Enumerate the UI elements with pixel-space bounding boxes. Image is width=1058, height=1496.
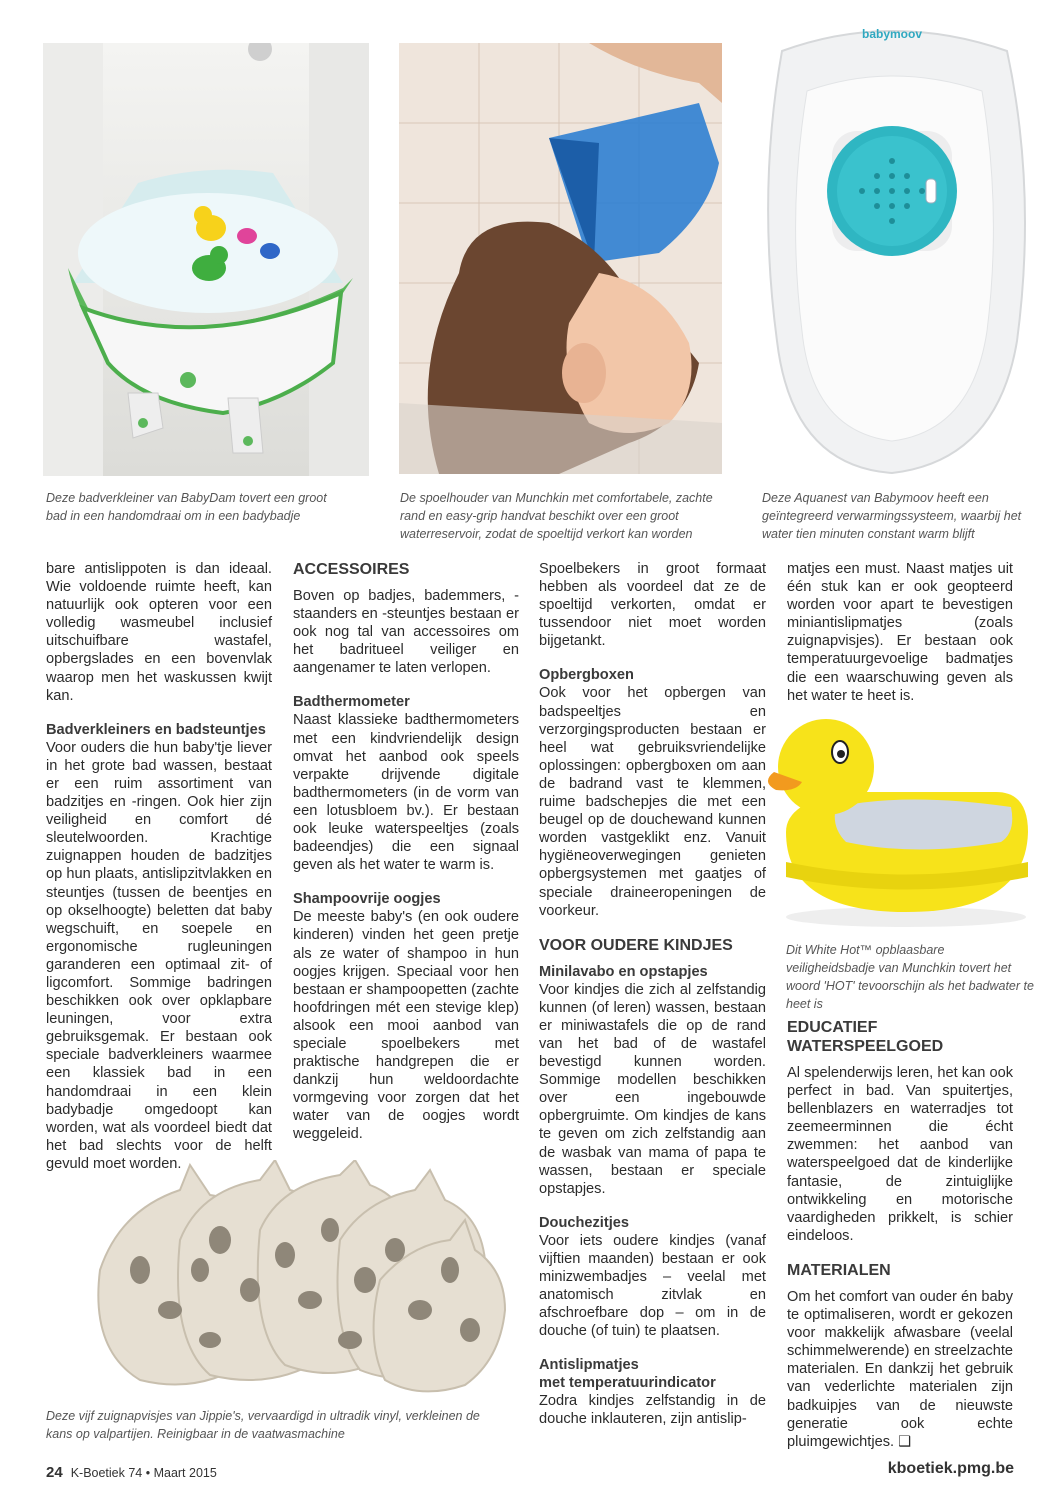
caption-jippies: Deze vijf zuignapvisjes van Jippie's, vervaardigd in ultradik vinyl, verkleinen de kans op valpartijen. Reinigbaar in de vaatwasmachine bbox=[46, 1409, 480, 1441]
duck-tub-photo bbox=[766, 712, 1042, 934]
caption-babydam: Deze badverkleiner van BabyDam tovert een groot bad in een handomdraai om in een badybadje bbox=[46, 491, 327, 523]
babymoov-logo: babymoov bbox=[861, 27, 923, 41]
column-1 bbox=[46, 560, 272, 1173]
footer-issue bbox=[46, 1464, 217, 1481]
issue-info: K-Boetiek 74 • Maart 2015 bbox=[70, 1466, 217, 1480]
col4-paragraph: matjes een must. Naast matjes uit één stuk kan er ook geopteerd worden voor apart te bevestigen miniantislipmatjes (zoals zuignapvisjes). Er bestaan ook temperatuurgevoelige badmatjes die een waarschuwing geven als het water te heet is. bbox=[787, 561, 1013, 704]
munchkin-rinser-photo bbox=[399, 43, 722, 474]
heading-temperatuurindicator: met temperatuurindicator bbox=[539, 1375, 716, 1392]
column-4-top bbox=[787, 560, 1013, 705]
heading-shampoovrije-oogjes: Shampoovrije oogjes bbox=[293, 891, 441, 908]
col4-paragraph: Al spelenderwijs leren, het kan ook perfect in bad. Van spuitertjes, bellenblazers en waterradjes tot zeemeerminnen die écht zwemmen: het aanbod van waterspeelgoed dat de kinderlijke fantasie, de zintuiglijke ontwikkeling en motorische vaardigheden prikkelt, is schier eindeloos. bbox=[787, 1065, 1013, 1244]
footer-website[interactable]: kboetiek.pmg.be bbox=[887, 1460, 1014, 1477]
aquanest-photo bbox=[752, 11, 1034, 481]
heading-opbergboxen: Opbergboxen bbox=[539, 667, 634, 684]
caption-aquanest: Deze Aquanest van Babymoov heeft een geïntegreerd verwarmingssysteem, waarbij het water tien minuten constant warm blijft bbox=[762, 491, 1022, 541]
col3-paragraph: Zodra kindjes zelfstandig in de douche inklauteren, zijn antislip- bbox=[539, 1393, 766, 1428]
heading-antislipmatjes: Antislipmatjes bbox=[539, 1357, 639, 1374]
heading-materialen: MATERIALEN bbox=[787, 1261, 891, 1279]
col1-paragraph: bare antislippoten is dan ideaal. Wie voldoende ruimte heeft, kan natuurlijk ook opteren voor een volledig wasmeubel inclusief uitschuifbare wastafel, opbergslades en een bovenvlak waarop men het waskussen kwijt kan. bbox=[46, 561, 272, 704]
col1-paragraph: Voor ouders die hun baby'tje liever in het grote bad wassen, bestaat er een ruim assortiment van badzitjes en -ringen. Ook hier zijn veiligheid en comfort dé sleutelwoorden. Krachtige zuignappen houden de badzitjes op hun plaats, antislipzitvlakken en steuntjes (tussen de beentjes en op okselhoogte) beletten dat baby wegschuift, en soepele en ergonomische rugleuningen garanderen een optimaal zit- of ligcomfort. Sommige badringen beschikken ook over opklapbare leuningen, voor extra gebruiksgemak. Er bestaan ook speciale badverkleiners waarmee een klassiek bad in een handomdraai in een klein badybadje omgedoopt kan worden, wat als voordeel biedt dat het bad slechts voor de helft gevuld moet worden. bbox=[46, 739, 272, 1172]
page-number: 24 bbox=[46, 1464, 63, 1481]
col3-paragraph: Voor iets oudere kindjes (vanaf vijftien maanden) bestaan er ook minizwembadjes – veelal met anatomisch zitvlak en afschroefbare dop – om in de douche (of tuin) te plaatsen. bbox=[539, 1232, 766, 1340]
col2-paragraph: Boven op badjes, bademmers, -staanders en -steuntjes bestaan er ook nog tal van accessoires om het badritueel veiliger en aangenamer te laten verlopen. bbox=[293, 588, 519, 677]
column-2 bbox=[293, 560, 519, 1144]
end-mark-icon: ❑ bbox=[898, 1433, 912, 1450]
babydam-photo bbox=[43, 43, 369, 476]
col3-paragraph: Voor kindjes die zich al zelfstandig kunnen (of leren) wassen, bestaan er miniwastafels die op de rand van het bad of de wastafel bevestigd kunnen worden. Sommige modellen beschikken over een ingebouwde opbergruimte. Om kindjes de kans te geven om zich zelfstandig aan de wasbak van mama of papa te wassen, bestaan er speciale opstapjes. bbox=[539, 981, 766, 1197]
col4-materialen-text: Om het comfort van ouder én baby te optimaliseren, wordt er gekozen voor makkelijk afwasbare (veelal schimmelwerende) en streelzachte materialen. En dankzij het gebruik van vederlichte materialen zijn badkuipjes van de nieuwste generatie ook echte pluimgewichtjes. bbox=[787, 1288, 1013, 1450]
heading-badthermometer: Badthermometer bbox=[293, 694, 410, 711]
heading-minilavabo: Minilavabo en opstapjes bbox=[539, 963, 708, 980]
heading-douchezitjes: Douchezitjes bbox=[539, 1214, 630, 1231]
col4-paragraph bbox=[787, 1288, 1013, 1451]
heading-waterspeelgoed: WATERSPEELGOED bbox=[787, 1038, 944, 1055]
column-3 bbox=[539, 560, 766, 1429]
jippies-fish-photo bbox=[80, 1160, 510, 1400]
heading-badverkleiners: Badverkleiners en badsteuntjes bbox=[46, 721, 266, 738]
heading-educatief: EDUCATIEF bbox=[787, 1019, 878, 1036]
col2-paragraph: De meeste baby's (en ook oudere kinderen) vinden het geen pretje als ze water of shampoo in hun oogjes krijgen. Speciaal voor hen bestaan er shampoopetten (zachte hoofdringen mét een stevige klep) alsook een mooi aanbod van speciale spoelbekers met praktische handgrepen die er dankzij hun weldoordachte vormgeving voor zorgen dat het water van de oogjes wordt weggeleid. bbox=[293, 909, 519, 1143]
heading-voor-oudere-kindjes: VOOR OUDERE KINDJES bbox=[539, 936, 733, 954]
col2-paragraph: Naast klassieke badthermometers met een kindvriendelijk design omvat het aanbod ook speels verpakte drijvende digitale badthermometers (in de vorm van een lotusbloem bv.). Er bestaan ook leuke waterspeeltjes (zoals badeendjes) die een signaal geven als het water te warm is. bbox=[293, 712, 519, 874]
col3-paragraph: Spoelbekers in groot formaat hebben als voordeel dat ze de spoeltijd verkorten, omdat er tussendoor niet moet worden bijgetankt. bbox=[539, 561, 766, 650]
col3-paragraph: Ook voor het opbergen van badspeeltjes en verzorgingsproducten bestaan er heel wat gebruiksvriendelijke oplossingen: opbergboxen om aan de badrand vast te klemmen, ruime badschepjes die met een beugel op de douchewand kunnen worden vastgeklikt enz. Vanuit hygiëneoverwegingen genieten opbergsystemen met gaatjes of speciale draineeropeningen de voorkeur. bbox=[539, 685, 766, 919]
column-4-bottom bbox=[787, 1018, 1013, 1451]
heading-accessoires: ACCESSOIRES bbox=[293, 561, 410, 578]
caption-duck-tub: Dit White Hot™ opblaasbare veiligheidsbadje van Munchkin tovert het woord 'HOT' tevoorschijn als het badwater te heet is bbox=[786, 943, 1034, 1011]
caption-munchkin-rinser: De spoelhouder van Munchkin met comfortabele, zachte rand en easy-grip handvat beschikt over een groot waterreservoir, zodat de spoeltijd verkort kan worden bbox=[400, 491, 713, 541]
